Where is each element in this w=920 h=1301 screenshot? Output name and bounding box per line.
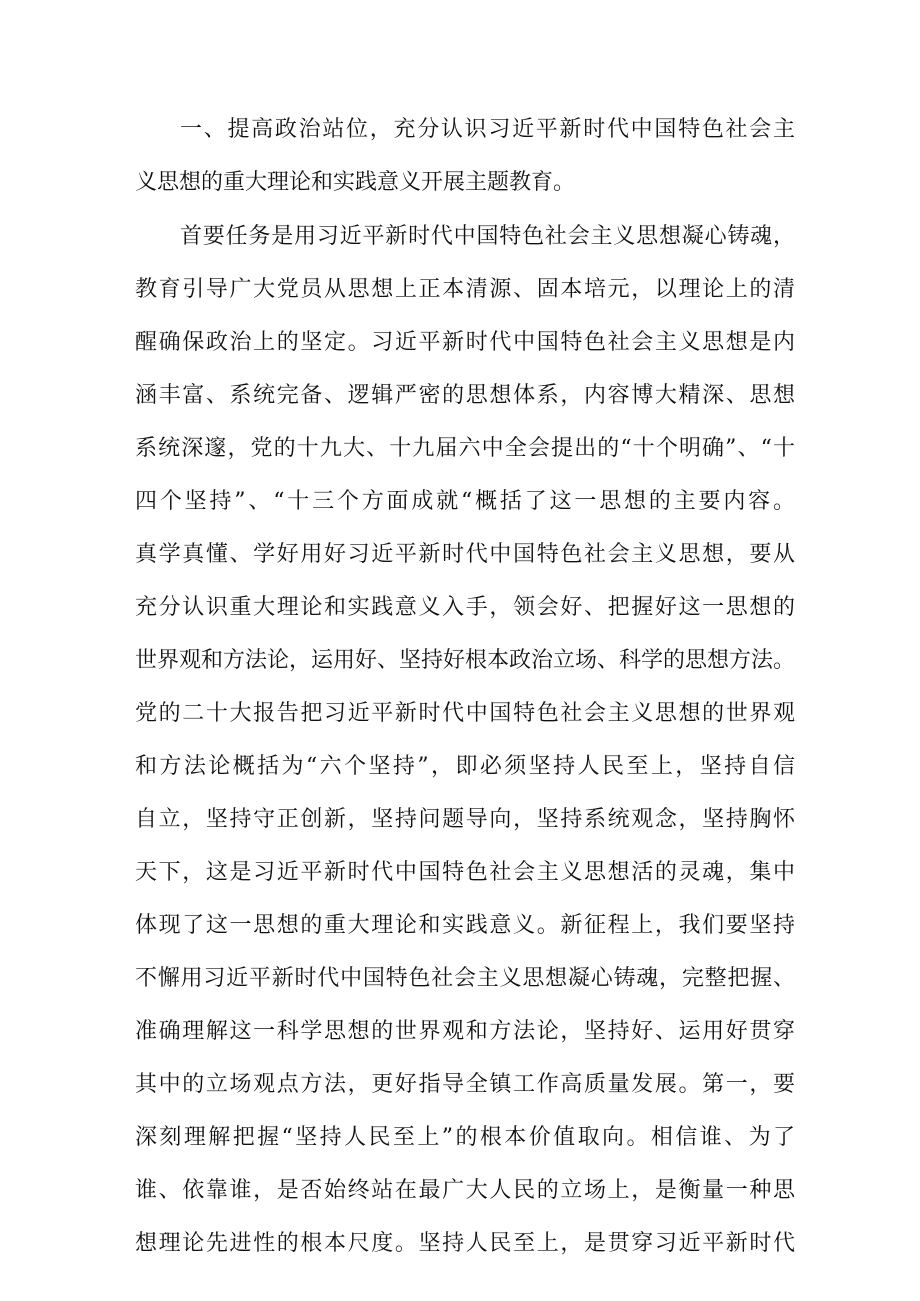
- body-line-17: 其中的立场观点方法，更好指导全镇工作高质量发展。第一，要: [135, 1072, 795, 1097]
- body-line-8: 充分认识重大理论和实践意义入手，领会好、把握好这一思想的: [135, 595, 795, 620]
- section-heading-line-2: 义思想的重大理论和实践意义开展主题教育。: [135, 170, 576, 195]
- body-line-4: 涵丰富、系统完备、逻辑严密的思想体系，内容博大精深、思想: [135, 383, 795, 408]
- body-line-15: 不懈用习近平新时代中国特色社会主义思想凝心铸魂，完整把握、: [135, 966, 795, 991]
- section-heading-line-1: 一、提高政治站位，充分认识习近平新时代中国特色社会主: [180, 117, 795, 142]
- body-line-7: 真学真懂、学好用好习近平新时代中国特色社会主义思想，要从: [135, 542, 795, 567]
- body-line-3: 醒确保政治上的坚定。习近平新时代中国特色社会主义思想是内: [135, 330, 795, 355]
- body-line-9: 世界观和方法论，运用好、坚持好根本政治立场、科学的思想方法。: [135, 648, 796, 673]
- body-line-12: 自立，坚持守正创新，坚持问题导向，坚持系统观念，坚持胸怀: [135, 807, 795, 832]
- body-line-1: 首要任务是用习近平新时代中国特色社会主义思想凝心铸魂，: [180, 224, 795, 249]
- body-line-11: 和方法论概括为“六个坚持”，即必须坚持人民至上，坚持自信: [135, 754, 795, 779]
- body-line-6: 四个坚持”、“十三个方面成就“概括了这一思想的主要内容。: [135, 489, 795, 514]
- body-line-2: 教育引导广大党员从思想上正本清源、固本培元，以理论上的清: [135, 277, 795, 302]
- body-line-13: 天下，这是习近平新时代中国特色社会主义思想活的灵魂，集中: [135, 860, 795, 885]
- body-line-16: 准确理解这一科学思想的世界观和方法论，坚持好、运用好贯穿: [135, 1019, 795, 1044]
- body-line-18: 深刻理解把握“坚持人民至上”的根本价值取向。相信谁、为了: [135, 1125, 795, 1150]
- body-line-14: 体现了这一思想的重大理论和实践意义。新征程上，我们要坚持: [135, 913, 795, 938]
- body-line-5: 系统深邃，党的十九大、十九届六中全会提出的“十个明确”、“十: [135, 436, 795, 461]
- body-line-20: 想理论先进性的根本尺度。坚持人民至上，是贯穿习近平新时代: [135, 1231, 795, 1256]
- body-line-19: 谁、依靠谁，是否始终站在最广大人民的立场上，是衡量一种思: [135, 1178, 795, 1203]
- body-line-10: 党的二十大报告把习近平新时代中国特色社会主义思想的世界观: [135, 701, 795, 726]
